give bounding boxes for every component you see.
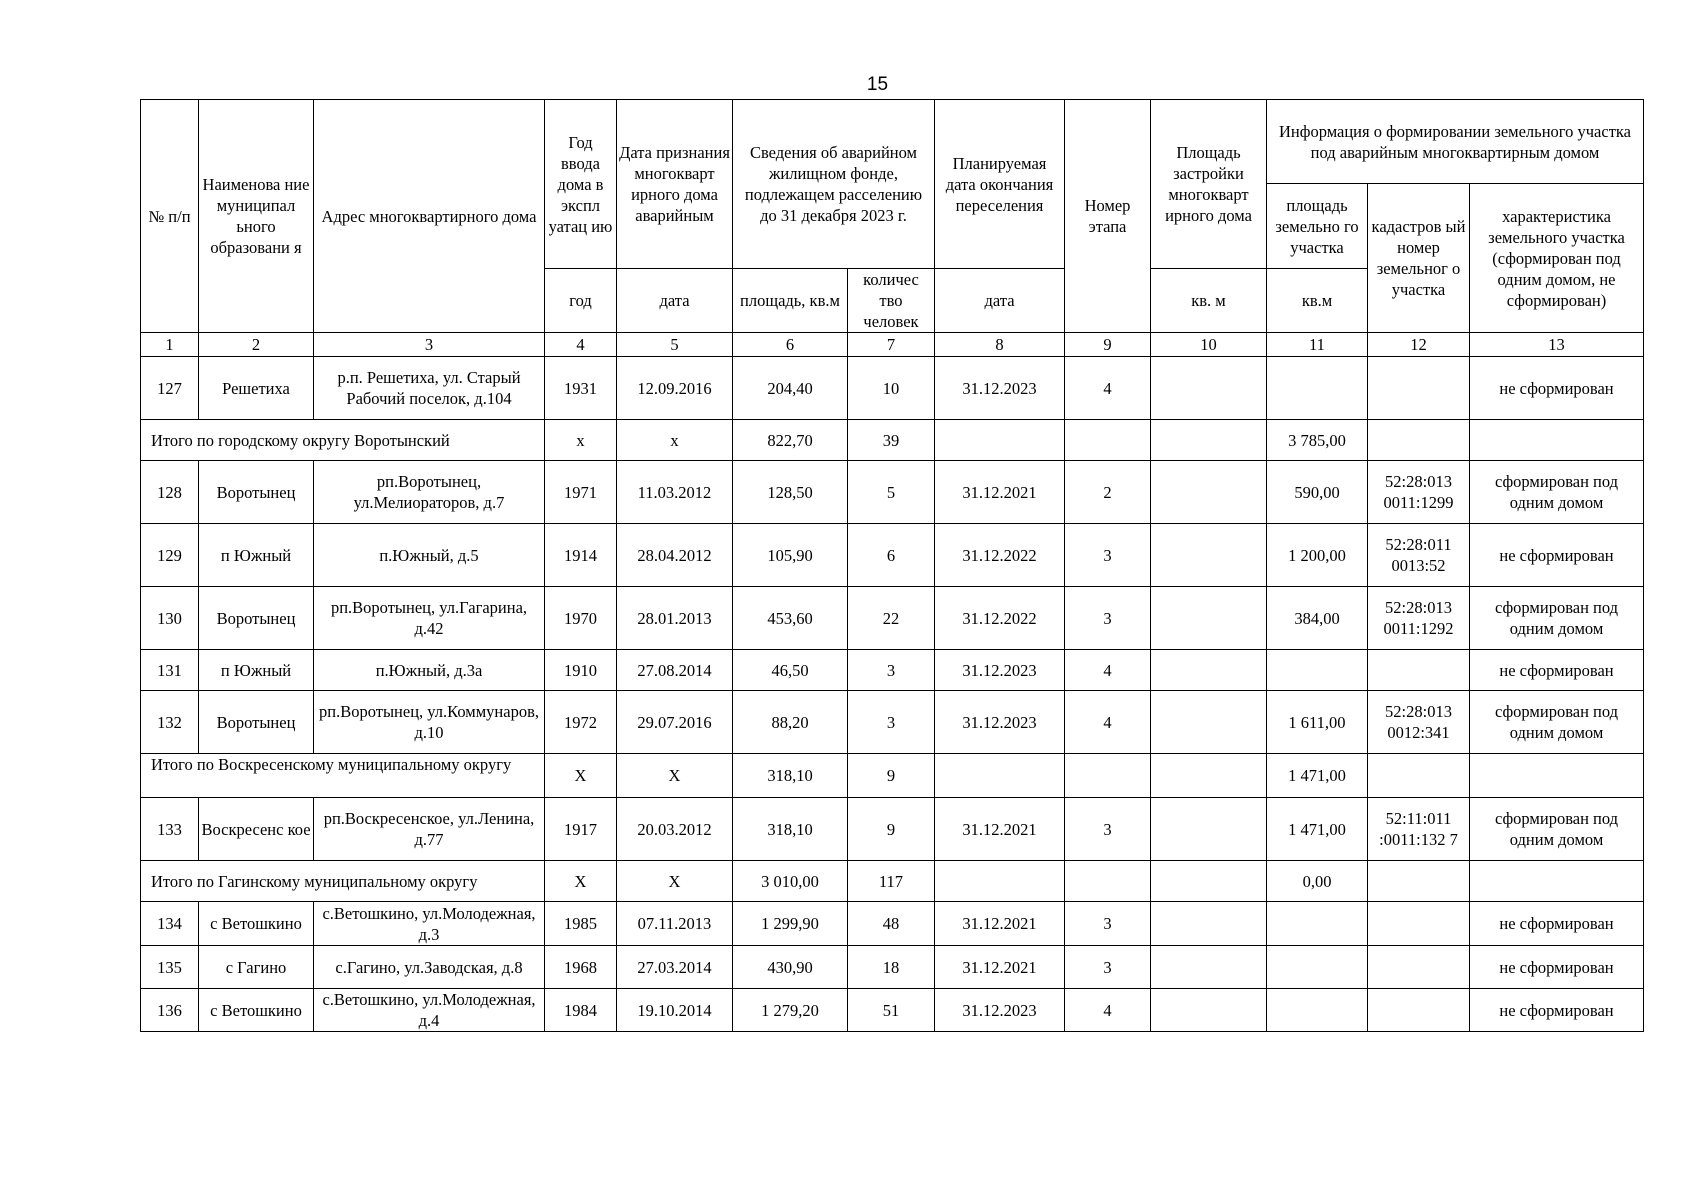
row-stage: 3 xyxy=(1065,524,1151,587)
row-building-area xyxy=(1151,798,1267,861)
row-number: 135 xyxy=(141,946,199,989)
subtotal-cadastral xyxy=(1368,861,1470,902)
unit-date: дата xyxy=(617,269,733,333)
row-year: 1910 xyxy=(545,650,617,691)
row-planned-date: 31.12.2023 xyxy=(935,989,1065,1032)
row-land-area xyxy=(1267,650,1368,691)
subtotal-year: Х xyxy=(545,861,617,902)
row-building-area xyxy=(1151,691,1267,754)
row-year: 1971 xyxy=(545,461,617,524)
col-number: 11 xyxy=(1267,333,1368,357)
table-row xyxy=(141,946,1644,989)
header-land-characteristic: характеристика земельного участка (сформирован под одним домом, не сформирован) xyxy=(1470,184,1644,333)
subtotal-stage xyxy=(1065,420,1151,461)
row-recognition-date: 28.01.2013 xyxy=(617,587,733,650)
row-number: 127 xyxy=(141,357,199,420)
row-characteristic: сформирован под одним домом xyxy=(1470,587,1644,650)
row-stage: 2 xyxy=(1065,461,1151,524)
subtotal-characteristic xyxy=(1470,861,1644,902)
row-recognition-date: 07.11.2013 xyxy=(617,902,733,946)
header-land-info: Информация о формировании земельного участка под аварийным многоквартирным домом xyxy=(1267,100,1644,184)
row-people: 3 xyxy=(848,691,935,754)
row-cadastral: 52:28:013 0012:341 xyxy=(1368,691,1470,754)
subtotal-row xyxy=(141,420,1644,461)
row-planned-date: 31.12.2021 xyxy=(935,461,1065,524)
row-characteristic: не сформирован xyxy=(1470,524,1644,587)
subtotal-land-area: 1 471,00 xyxy=(1267,754,1368,798)
row-municipality: п Южный xyxy=(199,524,314,587)
row-planned-date: 31.12.2021 xyxy=(935,798,1065,861)
row-planned-date: 31.12.2023 xyxy=(935,650,1065,691)
row-characteristic: не сформирован xyxy=(1470,989,1644,1032)
row-year: 1931 xyxy=(545,357,617,420)
subtotal-building-area xyxy=(1151,420,1267,461)
subtotal-plan xyxy=(935,420,1065,461)
row-recognition-date: 11.03.2012 xyxy=(617,461,733,524)
row-land-area xyxy=(1267,946,1368,989)
row-stage: 4 xyxy=(1065,357,1151,420)
row-characteristic: не сформирован xyxy=(1470,357,1644,420)
header-cadastral: кадастров ый номер земельног о участка xyxy=(1368,184,1470,333)
row-year: 1914 xyxy=(545,524,617,587)
row-number: 129 xyxy=(141,524,199,587)
row-number: 132 xyxy=(141,691,199,754)
row-municipality: с Ветошкино xyxy=(199,902,314,946)
row-land-area: 384,00 xyxy=(1267,587,1368,650)
row-people: 10 xyxy=(848,357,935,420)
row-building-area xyxy=(1151,989,1267,1032)
emergency-housing-table xyxy=(140,99,1644,1032)
row-land-area xyxy=(1267,989,1368,1032)
unit-people: количес тво человек xyxy=(848,269,935,333)
row-people: 48 xyxy=(848,902,935,946)
row-characteristic: не сформирован xyxy=(1470,902,1644,946)
row-address: рп.Воротынец, ул.Коммунаров, д.10 xyxy=(314,691,545,754)
row-number: 136 xyxy=(141,989,199,1032)
row-area: 1 279,20 xyxy=(733,989,848,1032)
row-area: 128,50 xyxy=(733,461,848,524)
header-emergency-fund: Сведения об аварийном жилищном фонде, подлежащем расселению до 31 декабря 2023 г. xyxy=(733,100,935,269)
row-planned-date: 31.12.2022 xyxy=(935,524,1065,587)
row-number: 131 xyxy=(141,650,199,691)
row-area: 105,90 xyxy=(733,524,848,587)
col-number: 4 xyxy=(545,333,617,357)
table-row xyxy=(141,798,1644,861)
subtotal-date: x xyxy=(617,420,733,461)
row-area: 88,20 xyxy=(733,691,848,754)
row-municipality: с Гагино xyxy=(199,946,314,989)
row-planned-date: 31.12.2021 xyxy=(935,902,1065,946)
subtotal-cadastral xyxy=(1368,420,1470,461)
row-recognition-date: 28.04.2012 xyxy=(617,524,733,587)
table-row xyxy=(141,902,1644,946)
header-land-area: площадь земельно го участка xyxy=(1267,184,1368,269)
row-address: с.Гагино, ул.Заводская, д.8 xyxy=(314,946,545,989)
subtotal-row xyxy=(141,754,1644,798)
header-num: № п/п xyxy=(141,100,199,333)
row-people: 9 xyxy=(848,798,935,861)
header-planned-date: Планируемая дата окончания переселения xyxy=(935,100,1065,269)
header-address: Адрес многоквартирного дома xyxy=(314,100,545,333)
row-land-area xyxy=(1267,357,1368,420)
subtotal-plan xyxy=(935,861,1065,902)
table-row xyxy=(141,587,1644,650)
col-number: 10 xyxy=(1151,333,1267,357)
row-recognition-date: 29.07.2016 xyxy=(617,691,733,754)
row-area: 430,90 xyxy=(733,946,848,989)
subtotal-people: 9 xyxy=(848,754,935,798)
row-people: 3 xyxy=(848,650,935,691)
row-municipality: Воскресенс кое xyxy=(199,798,314,861)
row-recognition-date: 12.09.2016 xyxy=(617,357,733,420)
subtotal-cadastral xyxy=(1368,754,1470,798)
row-building-area xyxy=(1151,650,1267,691)
subtotal-building-area xyxy=(1151,754,1267,798)
row-people: 5 xyxy=(848,461,935,524)
row-year: 1985 xyxy=(545,902,617,946)
row-number: 133 xyxy=(141,798,199,861)
row-area: 46,50 xyxy=(733,650,848,691)
column-numbers-row xyxy=(141,333,1644,357)
row-area: 318,10 xyxy=(733,798,848,861)
row-year: 1984 xyxy=(545,989,617,1032)
row-stage: 3 xyxy=(1065,587,1151,650)
row-year: 1917 xyxy=(545,798,617,861)
row-land-area: 590,00 xyxy=(1267,461,1368,524)
row-stage: 3 xyxy=(1065,902,1151,946)
table-row xyxy=(141,461,1644,524)
row-recognition-date: 19.10.2014 xyxy=(617,989,733,1032)
subtotal-land-area: 0,00 xyxy=(1267,861,1368,902)
page-number: 15 xyxy=(866,74,889,95)
subtotal-year: Х xyxy=(545,754,617,798)
row-municipality: п Южный xyxy=(199,650,314,691)
row-address: рп.Воскресенское, ул.Ленина, д.77 xyxy=(314,798,545,861)
subtotal-row xyxy=(141,861,1644,902)
col-number: 1 xyxy=(141,333,199,357)
row-number: 128 xyxy=(141,461,199,524)
col-number: 8 xyxy=(935,333,1065,357)
row-year: 1968 xyxy=(545,946,617,989)
row-number: 130 xyxy=(141,587,199,650)
row-address: с.Ветошкино, ул.Молодежная, д.4 xyxy=(314,989,545,1032)
row-stage: 4 xyxy=(1065,691,1151,754)
subtotal-stage xyxy=(1065,861,1151,902)
row-address: р.п. Решетиха, ул. Старый Рабочий поселок, д.104 xyxy=(314,357,545,420)
row-cadastral xyxy=(1368,902,1470,946)
row-cadastral: 52:28:013 0011:1292 xyxy=(1368,587,1470,650)
row-land-area: 1 200,00 xyxy=(1267,524,1368,587)
col-number: 3 xyxy=(314,333,545,357)
col-number: 12 xyxy=(1368,333,1470,357)
row-characteristic: не сформирован xyxy=(1470,650,1644,691)
row-cadastral xyxy=(1368,650,1470,691)
col-number: 7 xyxy=(848,333,935,357)
unit-plan-date: дата xyxy=(935,269,1065,333)
row-stage: 3 xyxy=(1065,798,1151,861)
subtotal-characteristic xyxy=(1470,420,1644,461)
header-municipality: Наименова ние муниципал ьного образовани я xyxy=(199,100,314,333)
row-year: 1972 xyxy=(545,691,617,754)
subtotal-date: Х xyxy=(617,861,733,902)
row-recognition-date: 27.03.2014 xyxy=(617,946,733,989)
row-characteristic: не сформирован xyxy=(1470,946,1644,989)
row-cadastral: 52:28:013 0011:1299 xyxy=(1368,461,1470,524)
row-address: п.Южный, д.5 xyxy=(314,524,545,587)
subtotal-date: Х xyxy=(617,754,733,798)
row-cadastral: 52:28:011 0013:52 xyxy=(1368,524,1470,587)
row-building-area xyxy=(1151,587,1267,650)
header-year: Год ввода дома в экспл уатац ию xyxy=(545,100,617,269)
row-building-area xyxy=(1151,357,1267,420)
row-number: 134 xyxy=(141,902,199,946)
subtotal-people: 117 xyxy=(848,861,935,902)
row-municipality: с Ветошкино xyxy=(199,989,314,1032)
row-land-area: 1 471,00 xyxy=(1267,798,1368,861)
header-stage: Номер этапа xyxy=(1065,100,1151,333)
row-stage: 4 xyxy=(1065,989,1151,1032)
row-characteristic: сформирован под одним домом xyxy=(1470,461,1644,524)
subtotal-people: 39 xyxy=(848,420,935,461)
unit-land-area: кв.м xyxy=(1267,269,1368,333)
subtotal-land-area: 3 785,00 xyxy=(1267,420,1368,461)
row-municipality: Воротынец xyxy=(199,461,314,524)
table-row xyxy=(141,650,1644,691)
table-row xyxy=(141,989,1644,1032)
subtotal-area: 3 010,00 xyxy=(733,861,848,902)
col-number: 9 xyxy=(1065,333,1151,357)
row-address: п.Южный, д.3а xyxy=(314,650,545,691)
unit-year: год xyxy=(545,269,617,333)
row-building-area xyxy=(1151,946,1267,989)
table-row xyxy=(141,357,1644,420)
row-recognition-date: 20.03.2012 xyxy=(617,798,733,861)
row-characteristic: сформирован под одним домом xyxy=(1470,798,1644,861)
row-planned-date: 31.12.2023 xyxy=(935,691,1065,754)
row-planned-date: 31.12.2022 xyxy=(935,587,1065,650)
row-stage: 3 xyxy=(1065,946,1151,989)
row-characteristic: сформирован под одним домом xyxy=(1470,691,1644,754)
row-building-area xyxy=(1151,461,1267,524)
table-row xyxy=(141,524,1644,587)
row-people: 18 xyxy=(848,946,935,989)
unit-area: площадь, кв.м xyxy=(733,269,848,333)
subtotal-area: 822,70 xyxy=(733,420,848,461)
row-people: 22 xyxy=(848,587,935,650)
header-recognition-date: Дата признания многокварт ирного дома аварийным xyxy=(617,100,733,269)
row-people: 6 xyxy=(848,524,935,587)
row-cadastral xyxy=(1368,989,1470,1032)
row-people: 51 xyxy=(848,989,935,1032)
row-cadastral xyxy=(1368,946,1470,989)
row-address: с.Ветошкино, ул.Молодежная, д.3 xyxy=(314,902,545,946)
subtotal-label: Итого по Гагинскому муниципальному округу xyxy=(141,861,545,902)
row-area: 453,60 xyxy=(733,587,848,650)
col-number: 5 xyxy=(617,333,733,357)
col-number: 2 xyxy=(199,333,314,357)
row-stage: 4 xyxy=(1065,650,1151,691)
subtotal-stage xyxy=(1065,754,1151,798)
row-cadastral xyxy=(1368,357,1470,420)
col-number: 6 xyxy=(733,333,848,357)
subtotal-plan xyxy=(935,754,1065,798)
header-building-area: Площадь застройки многокварт ирного дома xyxy=(1151,100,1267,269)
row-municipality: Решетиха xyxy=(199,357,314,420)
row-municipality: Воротынец xyxy=(199,587,314,650)
row-planned-date: 31.12.2023 xyxy=(935,357,1065,420)
row-area: 1 299,90 xyxy=(733,902,848,946)
unit-building-area: кв. м xyxy=(1151,269,1267,333)
table-row xyxy=(141,691,1644,754)
row-building-area xyxy=(1151,902,1267,946)
row-recognition-date: 27.08.2014 xyxy=(617,650,733,691)
row-building-area xyxy=(1151,524,1267,587)
row-planned-date: 31.12.2021 xyxy=(935,946,1065,989)
row-land-area: 1 611,00 xyxy=(1267,691,1368,754)
subtotal-building-area xyxy=(1151,861,1267,902)
row-municipality: Воротынец xyxy=(199,691,314,754)
row-address: рп.Воротынец, ул.Гагарина, д.42 xyxy=(314,587,545,650)
subtotal-label: Итого по городскому округу Воротынский xyxy=(141,420,545,461)
row-cadastral: 52:11:011 :0011:132 7 xyxy=(1368,798,1470,861)
row-year: 1970 xyxy=(545,587,617,650)
subtotal-label: Итого по Воскресенскому муниципальному округу xyxy=(141,754,545,798)
row-area: 204,40 xyxy=(733,357,848,420)
row-address: рп.Воротынец, ул.Мелиораторов, д.7 xyxy=(314,461,545,524)
row-land-area xyxy=(1267,902,1368,946)
subtotal-area: 318,10 xyxy=(733,754,848,798)
subtotal-characteristic xyxy=(1470,754,1644,798)
col-number: 13 xyxy=(1470,333,1644,357)
subtotal-year: x xyxy=(545,420,617,461)
